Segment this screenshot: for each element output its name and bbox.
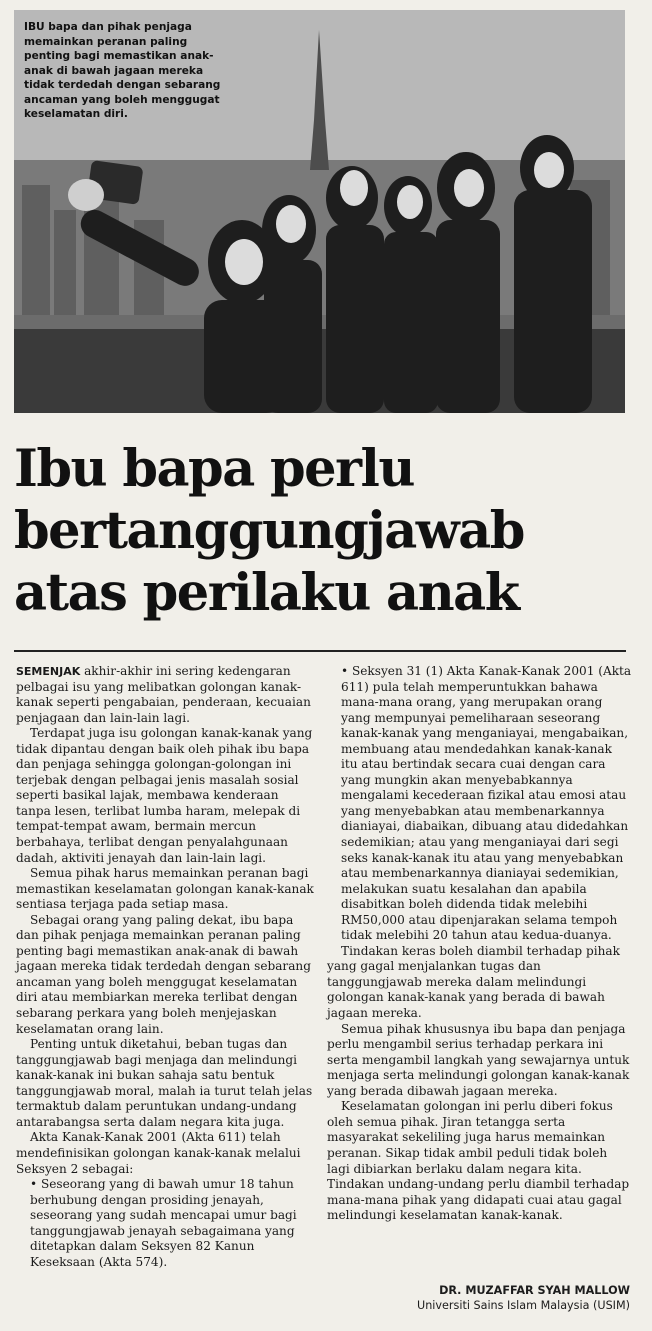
article-photo [14, 10, 625, 413]
paragraph-text: akhir-akhir ini sering kedengaran pelbagai isu yang melibatkan golongan kanak-kanak seperti pengabaian, penderaan, kecuaian penjagaan dan lain-lain lagi. [16, 664, 311, 725]
headline-divider [14, 650, 626, 652]
paragraph: Sebagai orang yang paling dekat, ibu bapa dan pihak penjaga memainkan peranan paling penting bagi memastikan anak-anak di bawah jagaan mereka tidak terdedah dengan sebarang ancaman yang boleh menggugat keselamatan diri atau membiarkan mereka terlibat dengan sebarang perkara yang boleh menjejaskan keselamatan orang lain. [16, 912, 311, 1036]
paragraph: Penting untuk diketahui, beban tugas dan tanggungjawab bagi menjaga dan melindungi kanak-kanak ini bukan sahaja satu bentuk tanggungjawab moral, malah ia turut telah jelas termaktub dalam peruntukan undang-undang antarabangsa serta dalam negara kita juga. [16, 1037, 313, 1129]
paragraph: Tindakan keras boleh diambil terhadap pihak yang gagal menjalankan tugas dan tanggungjawab mereka dalam melindungi golongan kanak-kanak yang berada di bawah jagaan mereka. [327, 943, 620, 1021]
headline-line-2: bertanggungjawab [14, 501, 524, 561]
paragraph: Keselamatan golongan ini perlu diberi fokus oleh semua pihak. Jiran tetangga serta masyarakat sekeliling juga harus memainkan peranan. Sikap tidak ambil peduli tidak boleh lagi dibiarkan berlaku dalam negara kita. Tindakan undang-undang perlu diambil terhadap mana-mana pihak yang didapati cuai atau gagal melindungi keselamatan kanak-kanak. [327, 1099, 630, 1223]
article-column-right [327, 664, 632, 1224]
bullet-paragraph: • Seksyen 31 (1) Akta Kanak-Kanak 2001 (Akta 611) pula telah memperuntukkan bahawa mana-mana orang, yang merupakan orang yang mempunyai pemeliharaan seseorang kanak-kanak yang menganiayai, mengabaikan, membuang atau mendedahkan kanak-kanak itu atau bertindak secara cuai dengan cara yang mungkin akan menyebabkannya mengalami kecederaan fizikal atau emosi atau yang menyebabkan atau membenarkannya dianiayai, diabaikan, dibuang atau didedahkan sedemikian; atau yang menganiayai dari segi seks kanak-kanak itu atau yang menyebabkan atau membenarkannya dianiayai sedemikian, melakukan suatu kesalahan dan apabila disabitkan boleh didenda tidak melebihi RM50,000 atau dipenjarakan selama tempoh tidak melebihi 20 tahun atau kedua-duanya. [341, 664, 632, 943]
author-signature [417, 1283, 630, 1313]
author-name: DR. MUZAFFAR SYAH MALLOW [439, 1284, 630, 1297]
photo-caption: IBU bapa dan pihak penjaga memainkan peranan paling penting bagi memastikan anak-anak di bawah jagaan mereka tidak terdedah dengan sebarang ancaman yang boleh menggugat keselamatan diri. [24, 21, 221, 120]
article-column-left [16, 664, 316, 1270]
paragraph: Semua pihak khususnya ibu bapa dan penjaga perlu mengambil serius terhadap perkara ini serta mengambil langkah yang sewajarnya untuk menjaga serta melindungi golongan kanak-kanak yang berada dibawah jagaan mereka. [327, 1021, 630, 1098]
lead-word: SEMENJAK [16, 665, 81, 678]
paragraph: Terdapat juga isu golongan kanak-kanak yang tidak dipantau dengan baik oleh pihak ibu bapa dan penjaga sehingga golongan-golongan ini terjebak dengan pelbagai jenis masalah sosial seperti basikal lajak, membawa kenderaan tanpa lesen, terlibat lumba haram, melepak di tempat-tempat awam, bermain mercun berbahaya, terlibat dengan penyalahgunaan dadah, aktiviti jenayah dan lain-lain lagi. [16, 726, 313, 865]
paragraph: Akta Kanak-Kanak 2001 (Akta 611) telah mendefinisikan golongan kanak-kanak melalui Seksyen 2 sebagai: [16, 1130, 301, 1176]
bullet-paragraph: • Seseorang yang di bawah umur 18 tahun berhubung dengan prosiding jenayah, seseorang yang sudah mencapai umur bagi tanggungjawab jenayah sebagaimana yang ditetapkan dalam Seksyen 82 Kanun Keseksaan (Akta 574). [30, 1177, 297, 1269]
article-headline [14, 438, 634, 624]
headline-line-1: Ibu bapa perlu [14, 439, 414, 499]
paragraph [16, 664, 316, 726]
paragraph: Semua pihak harus memainkan peranan bagi memastikan keselamatan golongan kanak-kanak sentiasa terjaga pada setiap masa. [16, 866, 314, 912]
headline-line-3: atas perilaku anak [14, 563, 519, 623]
author-affiliation: Universiti Sains Islam Malaysia (USIM) [417, 1299, 630, 1312]
